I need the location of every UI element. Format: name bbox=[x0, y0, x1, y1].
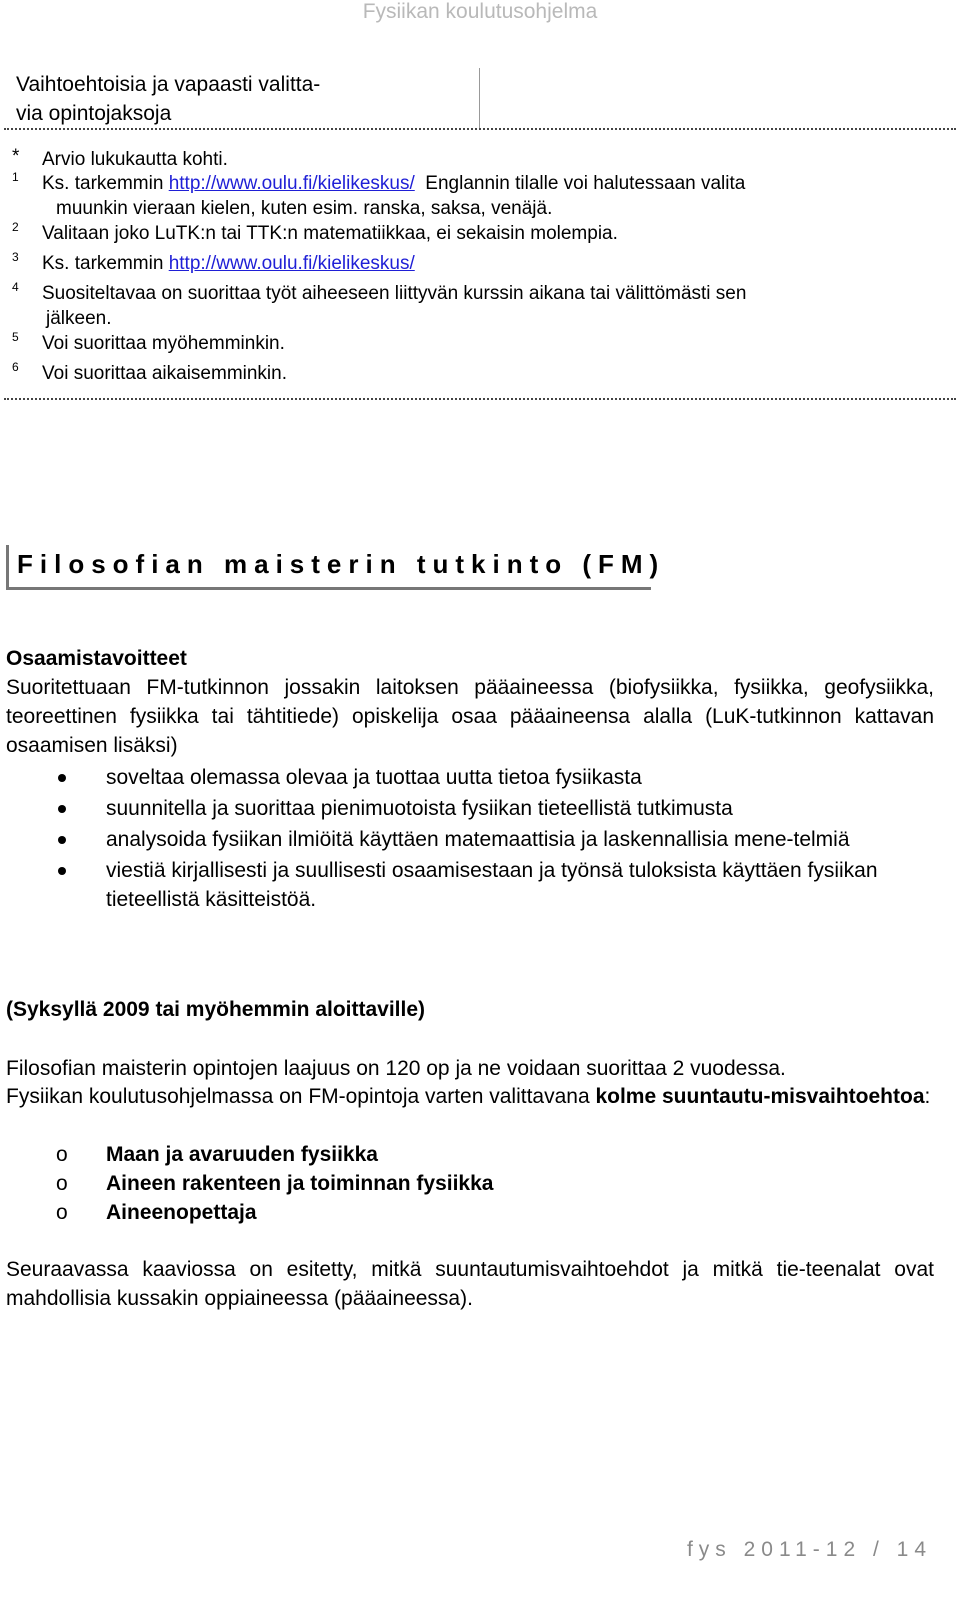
bullet-icon bbox=[58, 774, 66, 782]
options-intro-emphasis: kolme suuntautu-misvaihtoehtoa bbox=[595, 1085, 925, 1108]
bullet-icon bbox=[58, 805, 66, 813]
footnote-marker: 1 bbox=[12, 170, 19, 184]
specialisation-option bbox=[6, 1140, 934, 1169]
footnote-marker: 5 bbox=[12, 330, 19, 344]
footnote-text bbox=[42, 250, 912, 277]
bullet-icon bbox=[58, 836, 66, 844]
footnote-text: Suositeltavaa on suorittaa työt aiheeseen liittyvän kurssin aikana tai välittömästi sen bbox=[42, 283, 747, 304]
table-header-line: Vaihtoehtoisia ja vapaasti valitta- bbox=[16, 73, 321, 96]
option-marker: o bbox=[56, 1143, 68, 1166]
footnote-marker: 3 bbox=[12, 250, 19, 264]
section-title-box bbox=[6, 545, 666, 590]
footnote-text: Voi suorittaa myöhemminkin. bbox=[42, 333, 285, 354]
options-intro-colon: : bbox=[924, 1085, 931, 1108]
diagram-intro-paragraph: Seuraavassa kaaviossa on esitetty, mitkä suuntautumisvaihtoehdot ja mitkä tie-teenalat ovat mahdollisia kussakin oppiaineessa (pääaineessa). bbox=[6, 1258, 934, 1310]
footnote-prefix: Ks. tarkemmin bbox=[42, 253, 169, 274]
objectives-intro: Suoritettuaan FM-tutkinnon jossakin laitoksen pääaineessa (biofysiikka, fysiikka, geofysiikka, teoreettinen fysiikka tai tähtitiede) opiskelija osaa pääaineensa alalla (LuK-tutkinnon kattavan osaamisen lisäksi) bbox=[6, 676, 934, 757]
options-intro-text: Fysiikan koulutusohjelmassa on FM-opintoja varten valittavana bbox=[6, 1085, 596, 1108]
table-header-row bbox=[4, 68, 956, 130]
options-intro-paragraph bbox=[6, 1082, 934, 1111]
table-header-cell bbox=[16, 70, 456, 128]
footnote-text: Valitaan joko LuTK:n tai TTK:n matematiikkaa, ei sekaisin molempia. bbox=[42, 223, 618, 244]
objective-text: viestiä kirjallisesti ja suullisesti osaamisestaan ja työnsä tuloksista käyttäen fysiikan tieteellistä käsitteistöä. bbox=[106, 859, 878, 911]
bullet-icon bbox=[58, 867, 66, 875]
objective-item bbox=[6, 825, 934, 854]
table-header-line: via opintojaksoja bbox=[16, 102, 172, 125]
footnote-text: Voi suorittaa aikaisemminkin. bbox=[42, 363, 287, 384]
page-footer: fys 2011-12 / 14 bbox=[686, 1538, 932, 1561]
option-text: Maan ja avaruuden fysiikka bbox=[106, 1143, 378, 1166]
footnote-text: muunkin vieraan kielen, kuten esim. ranska, saksa, venäjä. bbox=[56, 198, 553, 219]
option-marker: o bbox=[56, 1201, 68, 1224]
objective-text: analysoida fysiikan ilmiöitä käyttäen matemaattisia ja laskennallisia mene-telmiä bbox=[106, 828, 850, 851]
specialisation-option bbox=[6, 1198, 934, 1227]
objectives-heading: Osaamistavoitteet bbox=[6, 647, 187, 670]
footnote-text bbox=[42, 170, 912, 197]
column-divider bbox=[479, 68, 480, 128]
footnote-text: jälkeen. bbox=[46, 308, 112, 329]
footnote-prefix: Ks. tarkemmin bbox=[42, 173, 169, 194]
option-text: Aineenopettaja bbox=[106, 1201, 257, 1224]
objectives-list bbox=[6, 763, 934, 916]
objective-item bbox=[6, 794, 934, 823]
footnote-suffix: Englannin tilalle voi halutessaan valita bbox=[414, 173, 746, 194]
footnote-marker: 4 bbox=[12, 280, 19, 294]
specialisation-options bbox=[6, 1140, 934, 1227]
specialisation-option bbox=[6, 1169, 934, 1198]
footnote-marker: 6 bbox=[12, 360, 19, 374]
section-title: Filosofian maisterin tutkinto (FM) bbox=[17, 549, 666, 579]
footnote-text: Arvio lukukautta kohti. bbox=[42, 149, 228, 170]
running-header: Fysiikan koulutusohjelma bbox=[362, 0, 598, 23]
cohort-heading: (Syksyllä 2009 tai myöhemmin aloittaville) bbox=[6, 998, 426, 1021]
objective-text: soveltaa olemassa olevaa ja tuottaa uutta tietoa fysiikasta bbox=[106, 766, 642, 789]
kielikeskus-link[interactable]: http://www.oulu.fi/kielikeskus/ bbox=[168, 253, 415, 274]
footnote-marker: * bbox=[12, 146, 20, 167]
objective-item bbox=[6, 856, 934, 914]
kielikeskus-link[interactable]: http://www.oulu.fi/kielikeskus/ bbox=[168, 173, 415, 194]
footnotes bbox=[4, 146, 956, 400]
footnote-marker: 2 bbox=[12, 220, 19, 234]
objective-item bbox=[6, 763, 934, 792]
option-marker: o bbox=[56, 1172, 68, 1195]
objective-text: suunnitella ja suorittaa pienimuotoista fysiikan tieteellistä tutkimusta bbox=[106, 797, 733, 820]
option-text: Aineen rakenteen ja toiminnan fysiikka bbox=[106, 1172, 494, 1195]
study-scope-paragraph: Filosofian maisterin opintojen laajuus on 120 op ja ne voidaan suorittaa 2 vuodessa. bbox=[6, 1057, 786, 1080]
